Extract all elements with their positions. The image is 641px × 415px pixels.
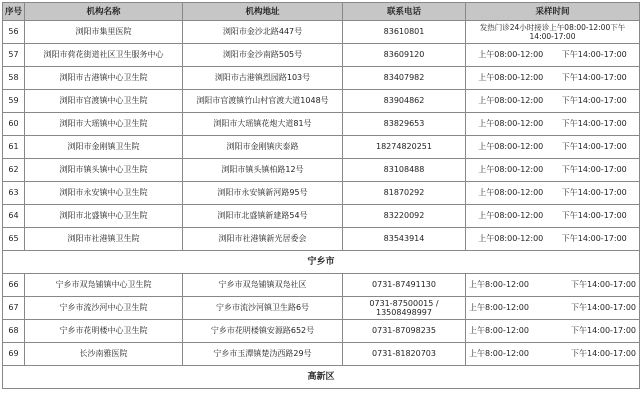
cell-no: 65 (3, 228, 25, 251)
cell-name: 浏阳市集里医院 (25, 21, 183, 44)
section-row-ningxiang (3, 251, 640, 274)
cell-address: 宁乡市玉潭镇楚沩西路29号 (183, 343, 343, 366)
table-row (3, 159, 640, 182)
cell-name: 浏阳市北盛镇中心卫生院 (25, 205, 183, 228)
cell-phone: 0731-87098235 (343, 320, 466, 343)
cell-no: 66 (3, 274, 25, 297)
time-am: 上午08:00-12:00 (478, 50, 544, 59)
cell-no: 57 (3, 44, 25, 67)
cell-name: 长沙南雅医院 (25, 343, 183, 366)
table-row (3, 136, 640, 159)
time-am: 上午08:00-12:00 (478, 142, 544, 151)
cell-time (466, 159, 640, 182)
cell-no: 68 (3, 320, 25, 343)
cell-address: 宁乡市花明楼镇安源路652号 (183, 320, 343, 343)
cell-name: 宁乡市双凫铺镇中心卫生院 (25, 274, 183, 297)
time-am: 上午08:00-12:00 (478, 165, 544, 174)
header-phone: 联系电话 (343, 3, 466, 21)
time-pm: 下午14:00-17:00 (571, 349, 636, 358)
time-am: 上午08:00-12:00 (478, 73, 544, 82)
cell-phone: 83543914 (343, 228, 466, 251)
time-am: 上午8:00-12:00 (469, 326, 529, 335)
cell-phone: 81870292 (343, 182, 466, 205)
section-title: 宁乡市 (3, 251, 640, 274)
cell-time (466, 182, 640, 205)
cell-time (466, 136, 640, 159)
cell-name: 浏阳市金刚镇卫生院 (25, 136, 183, 159)
time-pm: 下午14:00-17:00 (561, 165, 627, 174)
cell-address: 浏阳市大瑶镇花炮大道81号 (183, 113, 343, 136)
cell-phone: 83829653 (343, 113, 466, 136)
time-am: 上午08:00-12:00 (478, 211, 544, 220)
cell-address: 浏阳市社港镇新光居委会 (183, 228, 343, 251)
time-am: 上午08:00-12:00 (478, 234, 544, 243)
table-row (3, 297, 640, 320)
table-row (3, 205, 640, 228)
cell-no: 63 (3, 182, 25, 205)
time-pm: 下午14:00-17:00 (561, 234, 627, 243)
cell-address: 浏阳市金刚镇庆泰路 (183, 136, 343, 159)
section-title: 高新区 (3, 366, 640, 389)
time-pm: 下午14:00-17:00 (571, 303, 636, 312)
cell-address: 宁乡市流沙河镇卫生路6号 (183, 297, 343, 320)
cell-time (466, 228, 640, 251)
cell-no: 58 (3, 67, 25, 90)
cell-no: 67 (3, 297, 25, 320)
cell-address: 浏阳市永安镇新河路95号 (183, 182, 343, 205)
time-pm: 下午14:00-17:00 (561, 50, 627, 59)
table-row (3, 113, 640, 136)
cell-no: 62 (3, 159, 25, 182)
cell-no: 60 (3, 113, 25, 136)
header-no: 序号 (3, 3, 25, 21)
table-row (3, 90, 640, 113)
cell-name: 浏阳市荷花街道社区卫生服务中心 (25, 44, 183, 67)
time-pm: 下午14:00-17:00 (561, 188, 627, 197)
table-row (3, 320, 640, 343)
table-row (3, 343, 640, 366)
cell-phone: 83609120 (343, 44, 466, 67)
cell-time (466, 205, 640, 228)
cell-phone: 83220092 (343, 205, 466, 228)
cell-phone: 0731-81820703 (343, 343, 466, 366)
cell-time (466, 113, 640, 136)
header-address: 机构地址 (183, 3, 343, 21)
cell-time (466, 297, 640, 320)
table-row (3, 21, 640, 44)
section-row-gaoxin (3, 366, 640, 389)
cell-no: 69 (3, 343, 25, 366)
time-am: 上午08:00-12:00 (478, 96, 544, 105)
cell-time (466, 343, 640, 366)
time-pm: 下午14:00-17:00 (561, 73, 627, 82)
cell-address: 浏阳市金沙北路447号 (183, 21, 343, 44)
cell-time (466, 67, 640, 90)
cell-phone: 83407982 (343, 67, 466, 90)
time-pm: 下午14:00-17:00 (561, 96, 627, 105)
cell-address: 浏阳市金沙南路505号 (183, 44, 343, 67)
cell-time: 发热门诊24小时接诊上午08:00-12:00下午14:00-17:00 (466, 21, 640, 44)
cell-no: 61 (3, 136, 25, 159)
table-row (3, 67, 640, 90)
table-header-row (3, 3, 640, 21)
time-am: 上午08:00-12:00 (478, 119, 544, 128)
cell-phone: 83108488 (343, 159, 466, 182)
cell-address: 浏阳市北盛镇新建路54号 (183, 205, 343, 228)
table-row (3, 182, 640, 205)
cell-phone: 83610801 (343, 21, 466, 44)
cell-time (466, 320, 640, 343)
cell-name: 浏阳市社港镇卫生院 (25, 228, 183, 251)
cell-name: 浏阳市古港镇中心卫生院 (25, 67, 183, 90)
time-pm: 下午14:00-17:00 (561, 211, 627, 220)
time-pm: 下午14:00-17:00 (571, 326, 636, 335)
cell-phone: 83904862 (343, 90, 466, 113)
cell-phone: 18274820251 (343, 136, 466, 159)
header-name: 机构名称 (25, 3, 183, 21)
table-row (3, 44, 640, 67)
cell-time (466, 90, 640, 113)
header-time: 采样时间 (466, 3, 640, 21)
cell-phone: 0731-87500015 / 13508498997 (343, 297, 466, 320)
cell-name: 浏阳市永安镇中心卫生院 (25, 182, 183, 205)
cell-name: 宁乡市花明楼中心卫生院 (25, 320, 183, 343)
sampling-sites-table (2, 2, 640, 389)
time-pm: 下午14:00-17:00 (561, 142, 627, 151)
cell-name: 浏阳市大瑶镇中心卫生院 (25, 113, 183, 136)
cell-address: 宁乡市双凫铺镇双凫社区 (183, 274, 343, 297)
time-am: 上午8:00-12:00 (469, 303, 529, 312)
time-am: 上午8:00-12:00 (469, 349, 529, 358)
cell-no: 56 (3, 21, 25, 44)
table-row (3, 274, 640, 297)
cell-no: 64 (3, 205, 25, 228)
cell-address: 浏阳市古港镇烈园路103号 (183, 67, 343, 90)
time-pm: 下午14:00-17:00 (561, 119, 627, 128)
cell-phone: 0731-87491130 (343, 274, 466, 297)
cell-name: 宁乡市流沙河中心卫生院 (25, 297, 183, 320)
time-am: 上午8:00-12:00 (469, 280, 529, 289)
cell-address: 浏阳市镇头镇柏路12号 (183, 159, 343, 182)
cell-name: 浏阳市镇头镇中心卫生院 (25, 159, 183, 182)
time-am: 上午08:00-12:00 (478, 188, 544, 197)
cell-time (466, 274, 640, 297)
time-pm: 下午14:00-17:00 (571, 280, 636, 289)
table-row (3, 228, 640, 251)
cell-name: 浏阳市官渡镇中心卫生院 (25, 90, 183, 113)
cell-time (466, 44, 640, 67)
cell-address: 浏阳市官渡镇竹山村官渡大道1048号 (183, 90, 343, 113)
cell-no: 59 (3, 90, 25, 113)
